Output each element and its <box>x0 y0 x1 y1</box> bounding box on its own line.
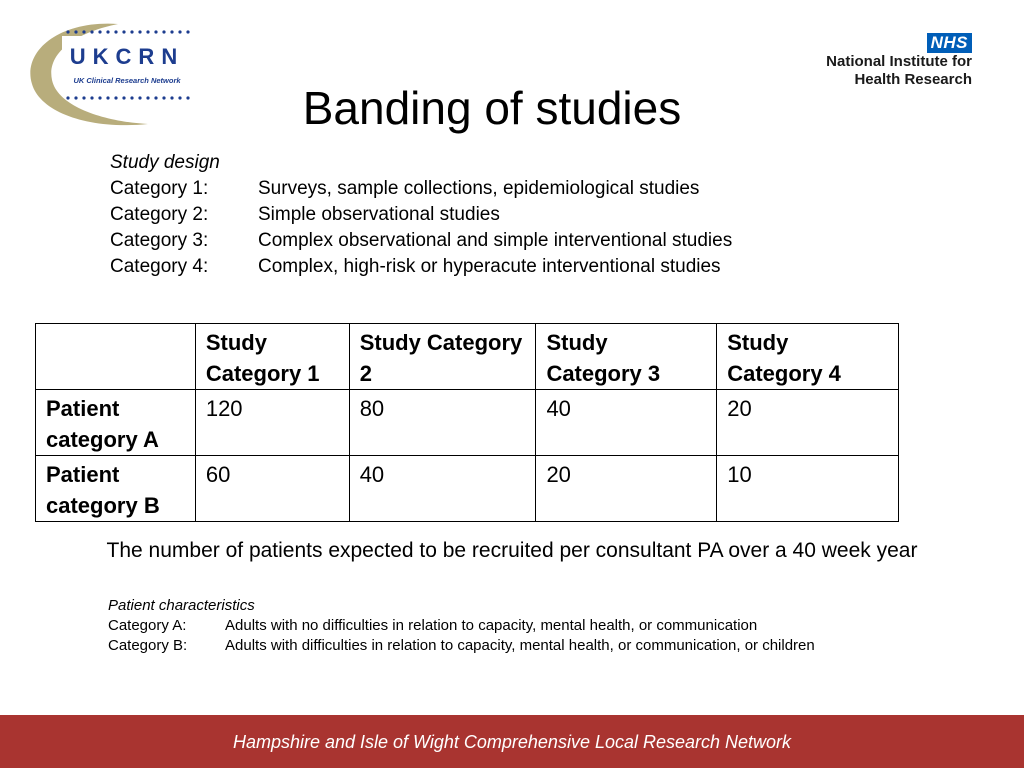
table-header-cell: Study Category 1 <box>195 324 349 390</box>
nhs-badge: NHS <box>927 33 972 53</box>
table-row <box>36 390 899 456</box>
category-text: Complex observational and simple interventional studies <box>258 230 733 251</box>
table-cell: 10 <box>717 456 899 522</box>
nihr-line-1: National Institute for <box>826 53 972 70</box>
category-text: Surveys, sample collections, epidemiological studies <box>258 178 700 199</box>
patient-category-item <box>108 616 836 636</box>
ukcrn-word: UKCRN <box>69 44 185 69</box>
table-cell: 60 <box>195 456 349 522</box>
table-header-cell <box>36 324 196 390</box>
study-design-item <box>110 254 732 280</box>
patient-category-text: Adults with difficulties in relation to capacity, mental health, or communication, or children <box>225 637 815 654</box>
patient-category-item <box>108 636 836 656</box>
patient-category-label: Category B: <box>108 637 188 654</box>
study-design-list <box>110 150 732 280</box>
table-cell: 40 <box>536 390 717 456</box>
table-header-cell: Study Category 4 <box>717 324 899 390</box>
page-title: Banding of studies <box>302 82 682 134</box>
category-text: Simple observational studies <box>258 204 500 225</box>
table-cell: 80 <box>349 390 536 456</box>
category-label: Category 4: <box>110 256 209 277</box>
study-design-item <box>110 202 732 228</box>
table-caption: The number of patients expected to be recruited per consultant PA over a 40 week year <box>106 539 918 562</box>
footer-bar <box>0 715 1024 768</box>
row-header-cell: Patient category A <box>36 390 196 456</box>
patient-category-label: Category A: <box>108 617 187 634</box>
category-label: Category 1: <box>110 178 209 199</box>
study-design-heading: Study design <box>110 152 220 173</box>
nihr-line-2: Health Research <box>854 71 972 88</box>
table-header-cell: Study Category 3 <box>536 324 717 390</box>
row-header-cell: Patient category B <box>36 456 196 522</box>
study-design-item <box>110 228 732 254</box>
table-cell: 20 <box>717 390 899 456</box>
ukcrn-subtitle: UK Clinical Research Network <box>73 76 181 85</box>
category-text: Complex, high-risk or hyperacute interventional studies <box>258 256 721 277</box>
category-label: Category 2: <box>110 204 209 225</box>
banding-table <box>35 323 899 522</box>
table-header-row <box>36 324 899 390</box>
table-header-cell: Study Category 2 <box>349 324 536 390</box>
patient-category-text: Adults with no difficulties in relation to capacity, mental health, or communication <box>225 617 758 634</box>
table-cell: 20 <box>536 456 717 522</box>
table-row <box>36 456 899 522</box>
table-cell: 120 <box>195 390 349 456</box>
study-design-item <box>110 176 732 202</box>
category-label: Category 3: <box>110 230 209 251</box>
table-cell: 40 <box>349 456 536 522</box>
patient-characteristics-heading: Patient characteristics <box>108 597 255 614</box>
footer-text: Hampshire and Isle of Wight Comprehensive Local Research Network <box>232 732 792 752</box>
patient-characteristics <box>108 596 836 656</box>
